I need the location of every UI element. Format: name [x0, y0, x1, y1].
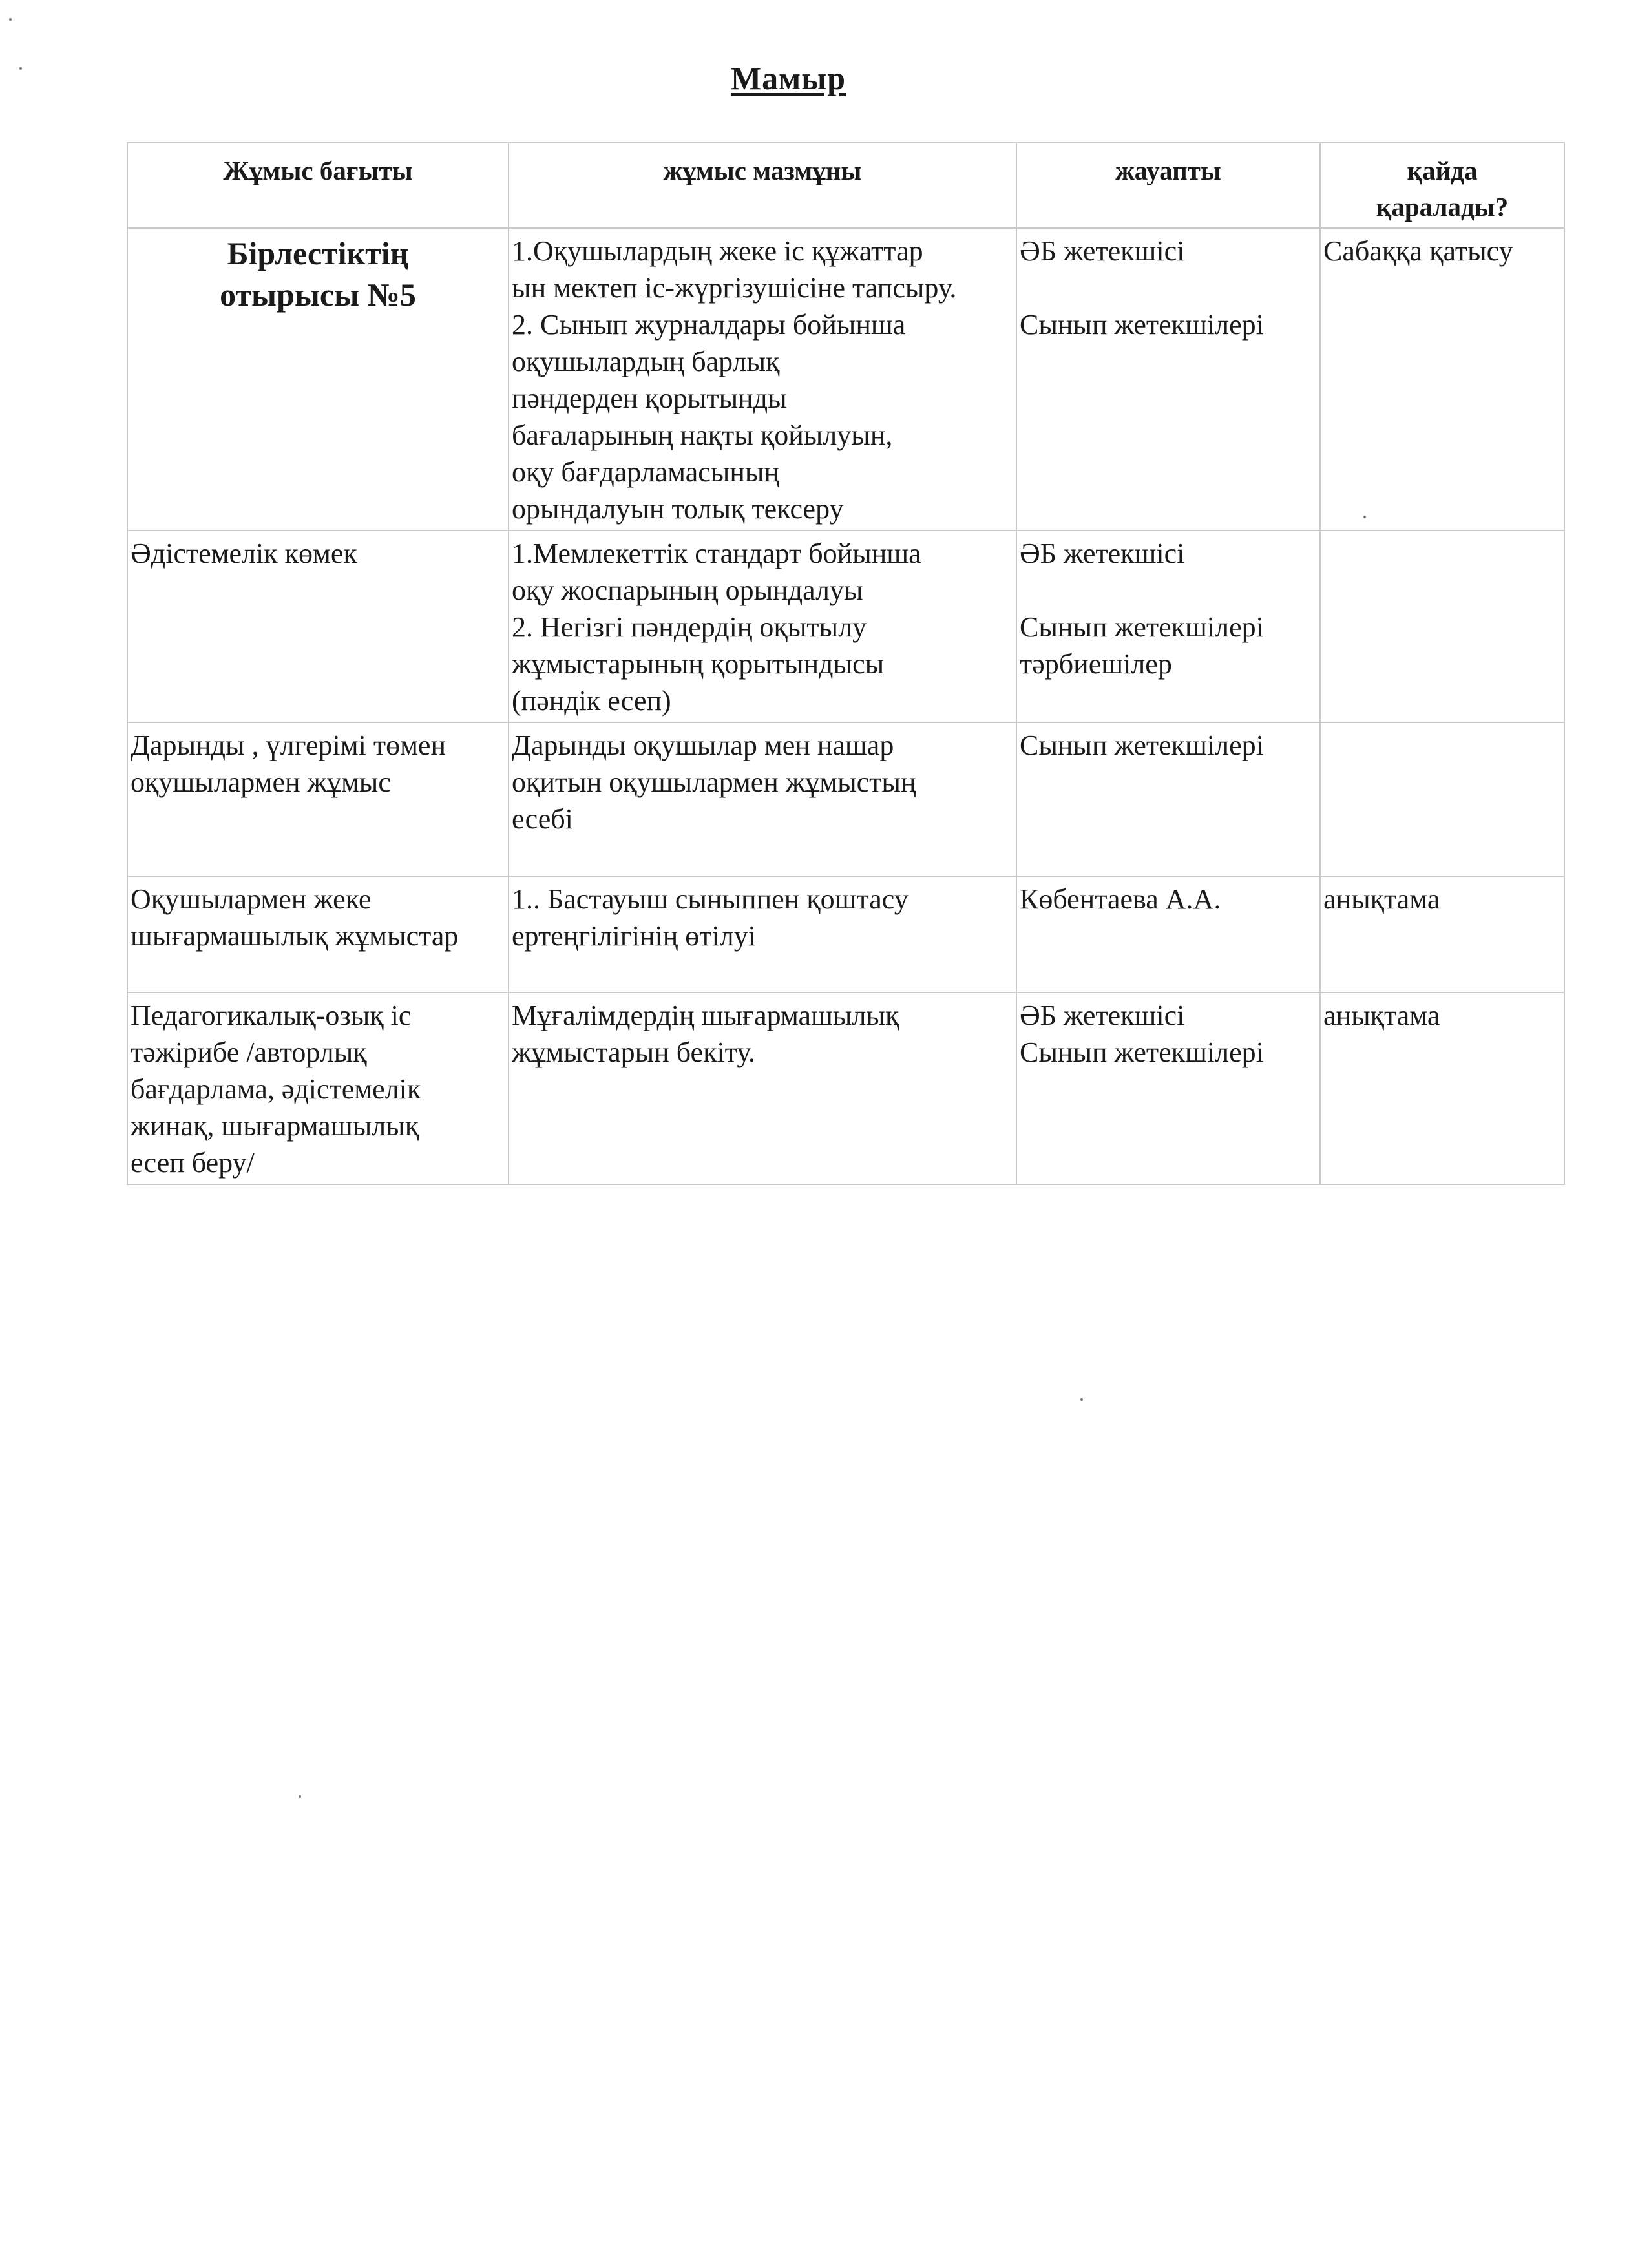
- header-content: жұмыс мазмұны: [509, 143, 1016, 228]
- cell-review: анықтама: [1320, 876, 1564, 992]
- cell-responsible: ӘБ жетекшісі Сынып жетекшілері: [1016, 992, 1320, 1184]
- cell-responsible: ӘБ жетекшісі Сынып жетекшілері: [1016, 228, 1320, 530]
- header-review: қайда қаралады?: [1320, 143, 1564, 228]
- cell-review: [1320, 530, 1564, 722]
- table-row: [127, 876, 1564, 992]
- cell-responsible: ӘБ жетекшісі Сынып жетекшілері тәрбиешілер: [1016, 530, 1320, 722]
- page-title: Мамыр: [730, 60, 846, 96]
- cell-direction: Педагогикалық-озық іс тәжірибе /авторлық бағдарлама, әдістемелік жинақ, шығармашылық есеп беру/: [127, 992, 509, 1184]
- cell-content: Дарынды оқушылар мен нашар оқитын оқушылармен жұмыстың есебі: [509, 722, 1016, 876]
- cell-content: 1.. Бастауыш сыныппен қоштасу ертеңгілігінің өтілуі: [509, 876, 1016, 992]
- cell-direction: Дарынды , үлгерімі төмен оқушылармен жұмыс: [127, 722, 509, 876]
- cell-responsible: Сынып жетекшілері: [1016, 722, 1320, 876]
- header-responsible: жауапты: [1016, 143, 1320, 228]
- scan-speck: [9, 18, 12, 21]
- table-row: [127, 992, 1564, 1184]
- cell-review: Сабаққа қатысу: [1320, 228, 1564, 530]
- table-row: [127, 530, 1564, 722]
- scan-speck: [1080, 1398, 1083, 1401]
- cell-direction: Әдістемелік көмек: [127, 530, 509, 722]
- table-header-row: [127, 143, 1564, 228]
- scan-speck: [19, 67, 22, 70]
- cell-responsible: Көбентаева А.А.: [1016, 876, 1320, 992]
- cell-content: Мұғалімдердің шығармашылық жұмыстарын бекіту.: [509, 992, 1016, 1184]
- work-plan-table: [127, 142, 1565, 1185]
- cell-direction: Бірлестіктің отырысы №5: [127, 228, 509, 530]
- table-row: [127, 228, 1564, 530]
- cell-review: анықтама: [1320, 992, 1564, 1184]
- cell-direction: Оқушылармен жеке шығармашылық жұмыстар: [127, 876, 509, 992]
- scan-speck: [299, 1795, 301, 1798]
- scan-speck: [1363, 516, 1366, 518]
- header-direction: Жұмыс бағыты: [127, 143, 509, 228]
- cell-content: 1.Мемлекеттік стандарт бойынша оқу жоспарының орындалуы 2. Негізгі пәндердің оқытылу жұмыстарының қорытындысы (пәндік есеп): [509, 530, 1016, 722]
- table-row: [127, 722, 1564, 876]
- cell-review: [1320, 722, 1564, 876]
- cell-content: 1.Оқушылардың жеке іс құжаттар ын мектеп іс-жүргізушісіне тапсыру. 2. Сынып журналдары бойынша оқушылардың барлық пәндерден қорытынды бағаларының нақты қойылуын, оқу бағдарламасының орындалуын толық тексеру: [509, 228, 1016, 530]
